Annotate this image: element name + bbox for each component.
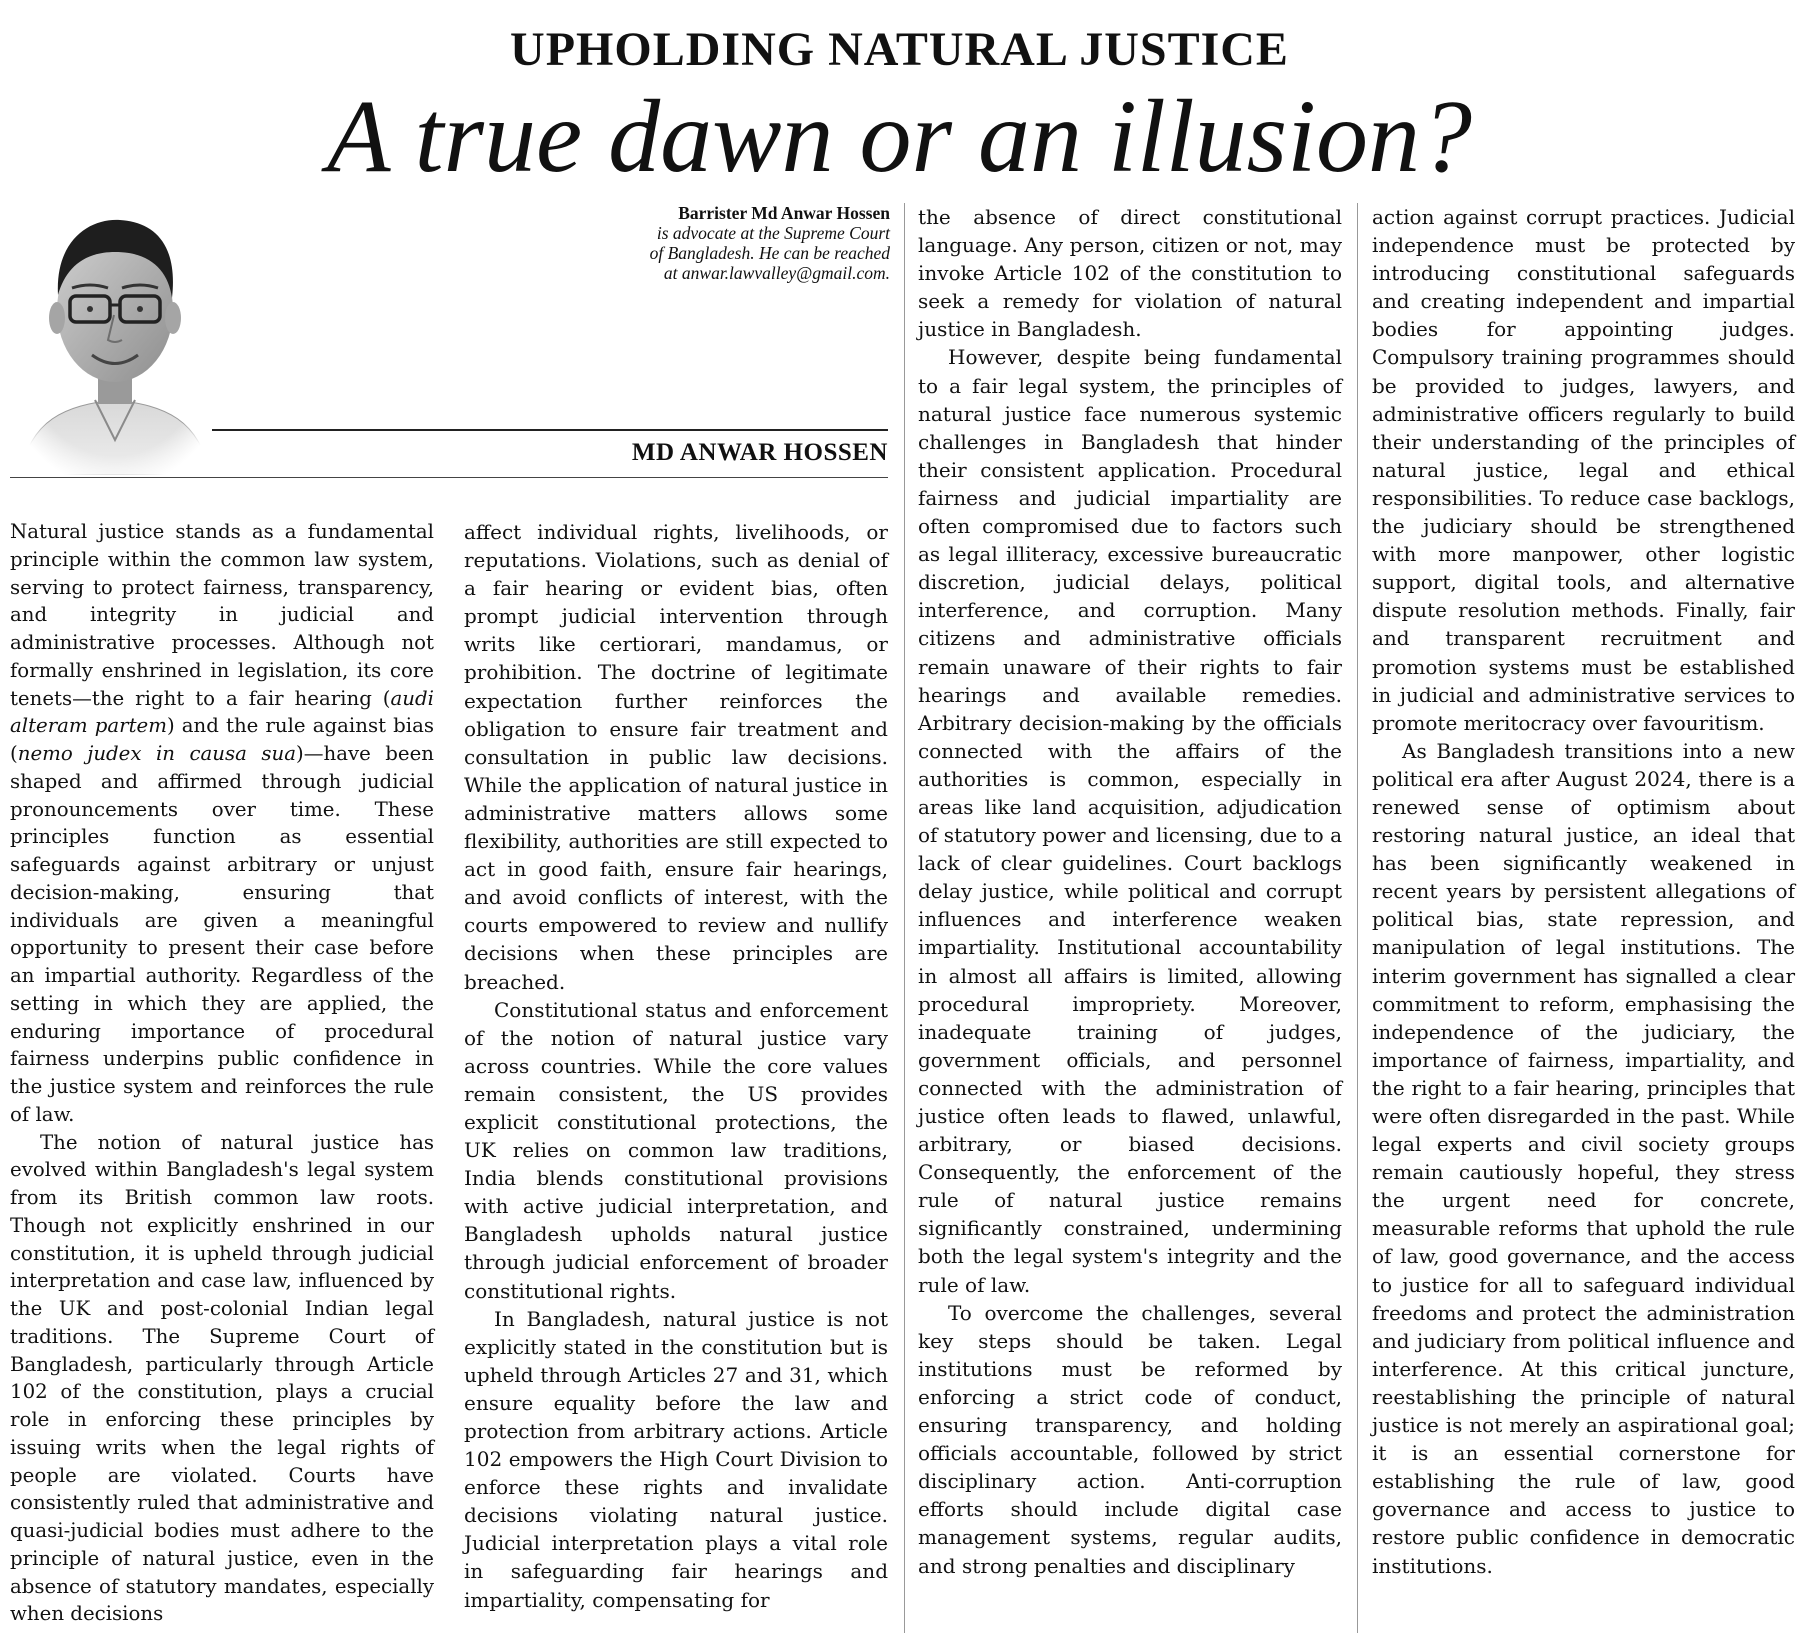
article-column-1: [10, 518, 434, 1628]
column-divider: [904, 203, 905, 1633]
article-paragraph: The notion of natural justice has evolved within Bangladesh's legal system from its British common law roots. Though not explicitly enshrined in our constitution, it is upheld through judicial interpretation and case law, influenced by the UK and post-colonial Indian legal traditions. The Supreme Court of Bangladesh, particularly through Article 102 of the constitution, plays a crucial role in enforcing these principles by issuing writs when the legal rights of people are violated. Courts have consistently ruled that administrative and quasi-judicial bodies must adhere to the principle of natural justice, even in the absence of statutory mandates, especially when decisions: [10, 1130, 434, 1626]
author-portrait: [10, 200, 220, 475]
article-paragraph: In Bangladesh, natural justice is not explicitly stated in the constitution but is upheld through Articles 27 and 31, which ensure equality before the law and protection from arbitrary actions. Article 102 empowers the High Court Division to enforce these rights and invalidate decisions violating natural justice. Judicial interpretation plays a vital role in safeguarding fair hearings and impartiality, compensating for: [464, 1306, 888, 1612]
article-paragraph: [10, 518, 434, 1129]
byline: MD ANWAR HOSSEN: [631, 439, 888, 466]
author-bio: [470, 203, 890, 283]
byline-bottom-divider: [10, 477, 888, 478]
section-kicker: UPHOLDING NATURAL JUSTICE: [510, 23, 1289, 76]
article-paragraph: To overcome the challenges, several key steps should be taken. Legal institutions must be reformed by enforcing a strict code of conduct, ensuring transparency, and holding officials accountable, followed by strict disciplinary action. Anti-corruption efforts should include digital case management systems, regular audits, and strong penalties and disciplinary: [918, 1300, 1342, 1578]
author-bio-line: of Bangladesh. He can be reached: [649, 243, 890, 263]
byline-divider: [212, 429, 888, 431]
paragraph-text: Natural justice stands as a fundamental principle within the common law system, serving to protect fairness, transparency, and integrity in judicial and administrative processes. Although not formally enshrined in legislation, its core tenets—the right to a fair hearing (: [10, 520, 434, 710]
article-column-2: [464, 518, 888, 1614]
article-paragraph: However, despite being fundamental to a fair legal system, the principles of natural justice face numerous systemic challenges in Bangladesh that hinder their consistent application. Procedural fairness and judicial impartiality are often compromised due to factors such as legal illiteracy, excessive bureaucratic discretion, judicial delays, political interference, and corruption. Many citizens and administrative officials remain unaware of their rights to fair hearings and available remedies. Arbitrary decision-making by the officials connected with the affairs of the authorities is common, especially in areas like land acquisition, adjudication of statutory power and licensing, due to a lack of clear guidelines. Court backlogs delay justice, while political and corrupt influences and interference weaken impartiality. Institutional accountability in almost all affairs is limited, allowing procedural impropriety. Moreover, inadequate training of judges, government officials, and personnel connected with the administration of justice often leads to flawed, unlawful, arbitrary, or biased decisions. Consequently, the enforcement of the rule of natural justice remains significantly constrained, undermining both the legal system's integrity and the rule of law.: [918, 345, 1342, 1297]
paragraph-text: )—have been shaped and affirmed through judicial pronouncements over time. These principles function as essential safeguards against arbitrary or unjust decision-making, ensuring that individuals are given a meaningful opportunity to present their case before an impartial authority. Regardless of the setting in which they are applied, the enduring importance of procedural fairness underpins public confidence in the justice system and reinforces the rule of law.: [10, 742, 435, 1126]
article-paragraph: Constitutional status and enforcement of the notion of natural justice vary across countries. While the core values remain consistent, the US provides explicit constitutional protections, the UK relies on common law traditions, India blends constitutional provisions with active judicial interpretation, and Bangladesh upholds natural justice through judicial enforcement of broader constitutional rights.: [464, 997, 888, 1303]
author-bio-line: is advocate at the Supreme Court: [656, 223, 890, 243]
latin-term: nemo judex in causa sua: [17, 742, 297, 765]
author-bio-email[interactable]: at anwar.lawvalley@gmail.com.: [663, 263, 890, 283]
latin-term: audi alteram partem: [10, 686, 434, 738]
article-paragraph: action against corrupt practices. Judicial independence must be protected by introducing constitutional safeguards and creating independent and impartial bodies for appointing judges. Compulsory training programmes should be provided to judges, lawyers, and administrative officers regularly to build their understanding of the principles of natural justice, legal and ethical responsibilities. To reduce case backlogs, the judiciary should be strengthened with more manpower, other logistic support, digital tools, and alternative dispute resolution methods. Finally, fair and transparent recruitment and promotion systems must be established in judicial and administrative services to promote meritocracy over favouritism.: [1372, 205, 1795, 735]
article-column-3: [918, 203, 1342, 1580]
author-bio-name: Barrister Md Anwar Hossen: [678, 203, 890, 223]
article-column-4: [1372, 203, 1795, 1580]
article-paragraph: the absence of direct constitutional language. Any person, citizen or not, may invoke Article 102 of the constitution to seek a remedy for violation of natural justice in Bangladesh.: [918, 205, 1342, 342]
column-divider: [1357, 203, 1358, 1633]
headline: A true dawn or an illusion?: [326, 79, 1473, 194]
paragraph-text: ) and the rule against bias (: [10, 714, 434, 765]
article-paragraph: As Bangladesh transitions into a new political era after August 2024, there is a renewed sense of optimism about restoring natural justice, an ideal that has been significantly weakened in recent years by persistent allegations of political bias, state repression, and manipulation of legal institutions. The interim government has signalled a clear commitment to reform, emphasising the independence of the judiciary, the importance of fairness, impartiality, and the right to a fair hearing, principles that were often disregarded in the past. While legal experts and civil society groups remain cautiously hopeful, they stress the urgent need for concrete, measurable reforms that uphold the rule of law, good governance, and the access to justice for all to safeguard individual freedoms and protect the administration and judiciary from political influence and interference. At this critical juncture, reestablishing the principle of natural justice is not merely an aspirational goal; it is an essential cornerstone for establishing the rule of law, good governance and access to justice to restore public confidence in democratic institutions.: [1372, 738, 1795, 1578]
article-paragraph: affect individual rights, livelihoods, or reputations. Violations, such as denial of a fair hearing or evident bias, often prompt judicial intervention through writs like certiorari, mandamus, or prohibition. The doctrine of legitimate expectation further reinforces the obligation to ensure fair treatment and consultation in public law decisions. While the application of natural justice in administrative matters allows some flexibility, authorities are still expected to act in good faith, ensure fair hearings, and avoid conflicts of interest, with the courts empowered to review and nullify decisions when these principles are breached.: [464, 520, 888, 994]
